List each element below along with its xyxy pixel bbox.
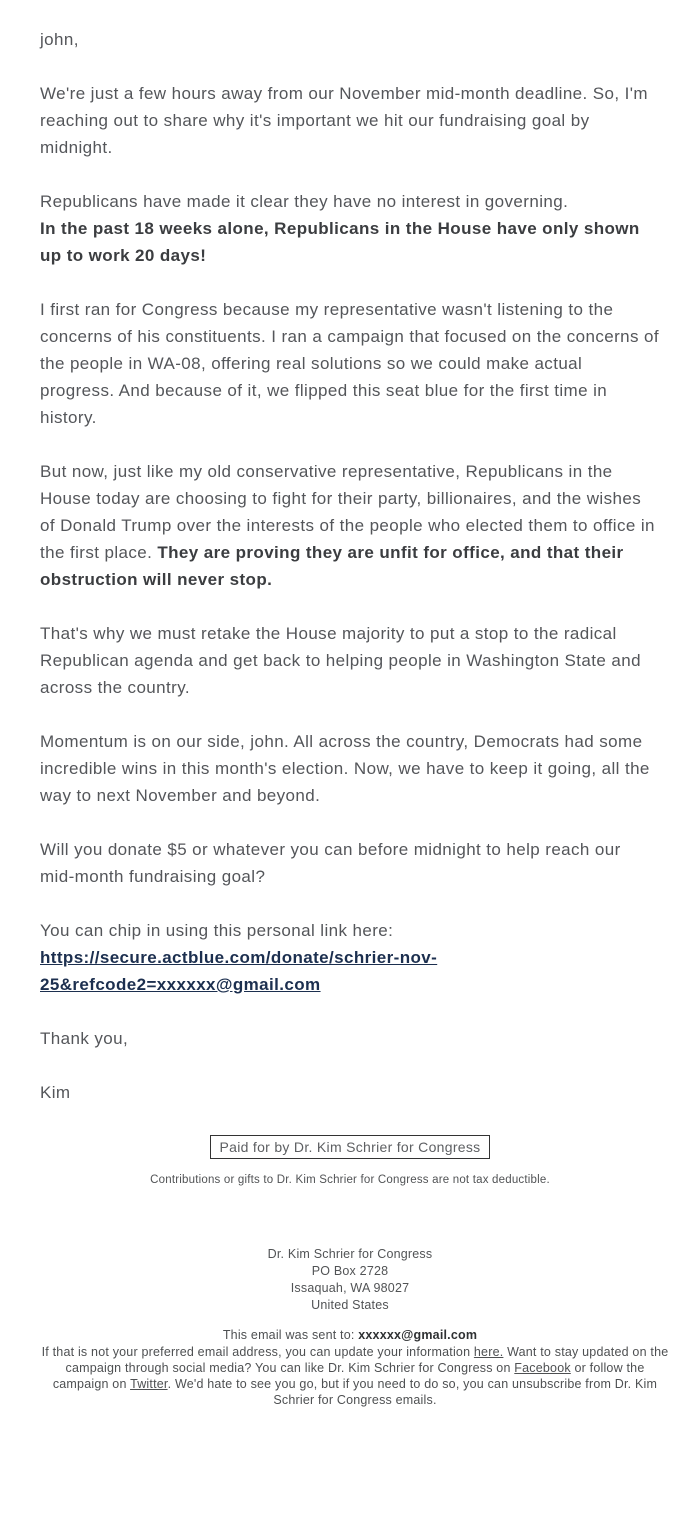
- facebook-link[interactable]: Facebook: [514, 1361, 571, 1375]
- address-line-city: Issaquah, WA 98027: [290, 1281, 410, 1295]
- paragraph-but-now-normal: But now, just like my old conservative representative, Republicans in the House today are choosing to fight for their party, billionaires, and the wishes of Donald Trump over the interests of the people who elected them to office in the first place.: [40, 462, 655, 562]
- address-line-org: Dr. Kim Schrier for Congress: [267, 1247, 433, 1261]
- donate-link-line1[interactable]: https://secure.actblue.com/donate/schrier-nov-: [40, 948, 438, 967]
- disclaimer-section: [40, 1133, 669, 1408]
- footer-note-part2: Want to stay updated on the campaign through social media? You can like Dr. Kim Schrier for Congress on: [65, 1345, 669, 1375]
- paragraph-republicans: [40, 188, 660, 269]
- update-info-link[interactable]: here.: [473, 1345, 504, 1359]
- paragraph-chip-in: [40, 917, 660, 998]
- chip-in-label: You can chip in using this personal link here:: [40, 921, 394, 940]
- paragraph-but-now: [40, 458, 660, 593]
- footer-note-part3: or follow the campaign on: [52, 1361, 645, 1391]
- paragraph-retake: That's why we must retake the House majority to put a stop to the radical Republican agenda and get back to helping people in Washington State and across the country.: [40, 624, 641, 697]
- footer-note-part4: . We'd hate to see you go, but if you need to do so, you can unsubscribe from Dr. Kim Schrier for Congress emails.: [167, 1377, 658, 1407]
- contributions-disclaimer: Contributions or gifts to Dr. Kim Schrier for Congress are not tax deductible.: [150, 1174, 550, 1186]
- paragraph-first-ran: I first ran for Congress because my representative wasn't listening to the concerns of his constituents. I ran a campaign that focused on the concerns of the people in WA-08, offering real solutions so we could make actual progress. And because of it, we flipped this seat blue for the first time in history.: [40, 300, 659, 427]
- paragraph-republicans-normal: Republicans have made it clear they have no interest in governing.: [40, 192, 569, 211]
- paragraph-but-now-bold: They are proving they are unfit for office, and that their obstruction will never stop.: [40, 543, 624, 589]
- footer-note-part1: If that is not your preferred email address, you can update your information: [41, 1345, 474, 1359]
- address-block: [40, 1246, 660, 1314]
- sent-to-label: This email was sent to:: [222, 1328, 359, 1342]
- address-line-country: United States: [311, 1298, 389, 1312]
- paragraph-momentum: Momentum is on our side, john. All across the country, Democrats had some incredible wins in this month's election. Now, we have to keep it going, all the way to next November and beyond.: [40, 732, 650, 805]
- footer-note: [40, 1344, 670, 1408]
- address-line-pobox: PO Box 2728: [311, 1264, 389, 1278]
- greeting: john,: [40, 30, 79, 49]
- donate-link-line2[interactable]: 25&refcode2=xxxxxx@gmail.com: [40, 975, 321, 994]
- paragraph-donate-ask: Will you donate $5 or whatever you can before midnight to help reach our mid-month fundraising goal?: [40, 840, 621, 886]
- donate-link[interactable]: [40, 948, 437, 994]
- sent-to-email: xxxxxx@gmail.com: [358, 1328, 478, 1342]
- signature: Kim: [40, 1083, 71, 1102]
- closing: Thank you,: [40, 1029, 129, 1048]
- paid-for-box: Paid for by Dr. Kim Schrier for Congress: [210, 1135, 491, 1159]
- sent-to-line: [40, 1327, 660, 1343]
- paragraph-deadline: We're just a few hours away from our November mid-month deadline. So, I'm reaching out to share why it's important we hit our fundraising goal by midnight.: [40, 84, 648, 157]
- twitter-link[interactable]: Twitter: [130, 1377, 168, 1391]
- paragraph-republicans-bold: In the past 18 weeks alone, Republicans in the House have only shown up to work 20 days!: [40, 219, 640, 265]
